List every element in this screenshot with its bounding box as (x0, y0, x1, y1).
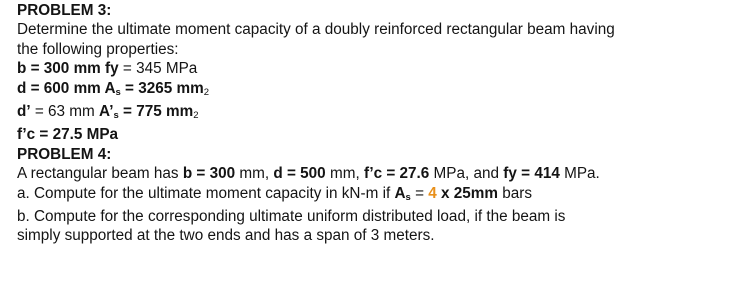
problem-4-part-b-line-1: b. Compute for the corresponding ultimate uniform distributed load, if the beam is (17, 208, 566, 226)
problem-3-intro-line-1: Determine the ultimate moment capacity of a doubly reinforced rectangular beam having (17, 21, 615, 39)
statement-text-3: mm, (325, 165, 364, 183)
statement-b: b = 300 (182, 165, 236, 183)
fc-label: f’c (17, 126, 36, 144)
d-label: d (17, 79, 27, 97)
fy-value: = 345 MPa (118, 60, 198, 78)
part-a-bar-count: 4 (428, 184, 437, 202)
problem-4-part-b-line-2: simply supported at the two ends and has a span of 3 meters. (17, 227, 435, 245)
property-fc (17, 125, 736, 144)
d-prime-value: = 63 mm (30, 103, 100, 121)
problem-4-part-a (17, 184, 736, 207)
as-value: = 3265 mm (120, 79, 204, 97)
as-prime-value: = 775 mm (118, 103, 194, 121)
part-a-text-3: bars (498, 184, 533, 202)
problem-4-statement (17, 164, 736, 183)
problem-4-heading: PROBLEM 4: (17, 145, 112, 163)
problem-3-intro-line-2: the following properties: (17, 40, 179, 58)
as-unit-subscript: 2 (203, 86, 210, 98)
as-prime-subscript: s (113, 110, 119, 122)
d-prime-label: d’ (17, 103, 31, 121)
part-a-text-1: a. Compute for the ultimate moment capacity in kN-m if (17, 184, 395, 202)
property-d-as (17, 79, 736, 102)
statement-fc: f’c = 27.6 (363, 165, 430, 183)
statement-text-5: MPa. (559, 165, 600, 183)
part-a-as-subscript: s (405, 191, 411, 203)
statement-fy: fy = 414 (503, 165, 560, 183)
fy-label: fy (105, 60, 119, 78)
property-dprime-asprime (17, 102, 736, 125)
as-prime-unit-subscript: 2 (193, 110, 199, 122)
statement-text-4: MPa, and (429, 165, 504, 183)
statement-d: d = 500 (273, 165, 326, 183)
as-label: A (104, 79, 116, 97)
d-value: = 600 mm (26, 79, 105, 97)
part-a-bar-size: x 25mm (436, 184, 499, 202)
property-b-fy (17, 59, 736, 78)
b-label: b (17, 60, 27, 78)
fc-value: = 27.5 MPa (35, 126, 119, 144)
statement-text-2: mm, (235, 165, 274, 183)
as-prime-label: A’ (99, 103, 114, 121)
statement-text-1: A rectangular beam has (17, 165, 183, 183)
problem-3-heading: PROBLEM 3: (17, 2, 112, 19)
b-value: = 300 mm (26, 60, 106, 78)
as-subscript: s (115, 86, 121, 98)
part-a-text-2: = (410, 184, 429, 202)
part-a-as-label: A (394, 184, 406, 202)
